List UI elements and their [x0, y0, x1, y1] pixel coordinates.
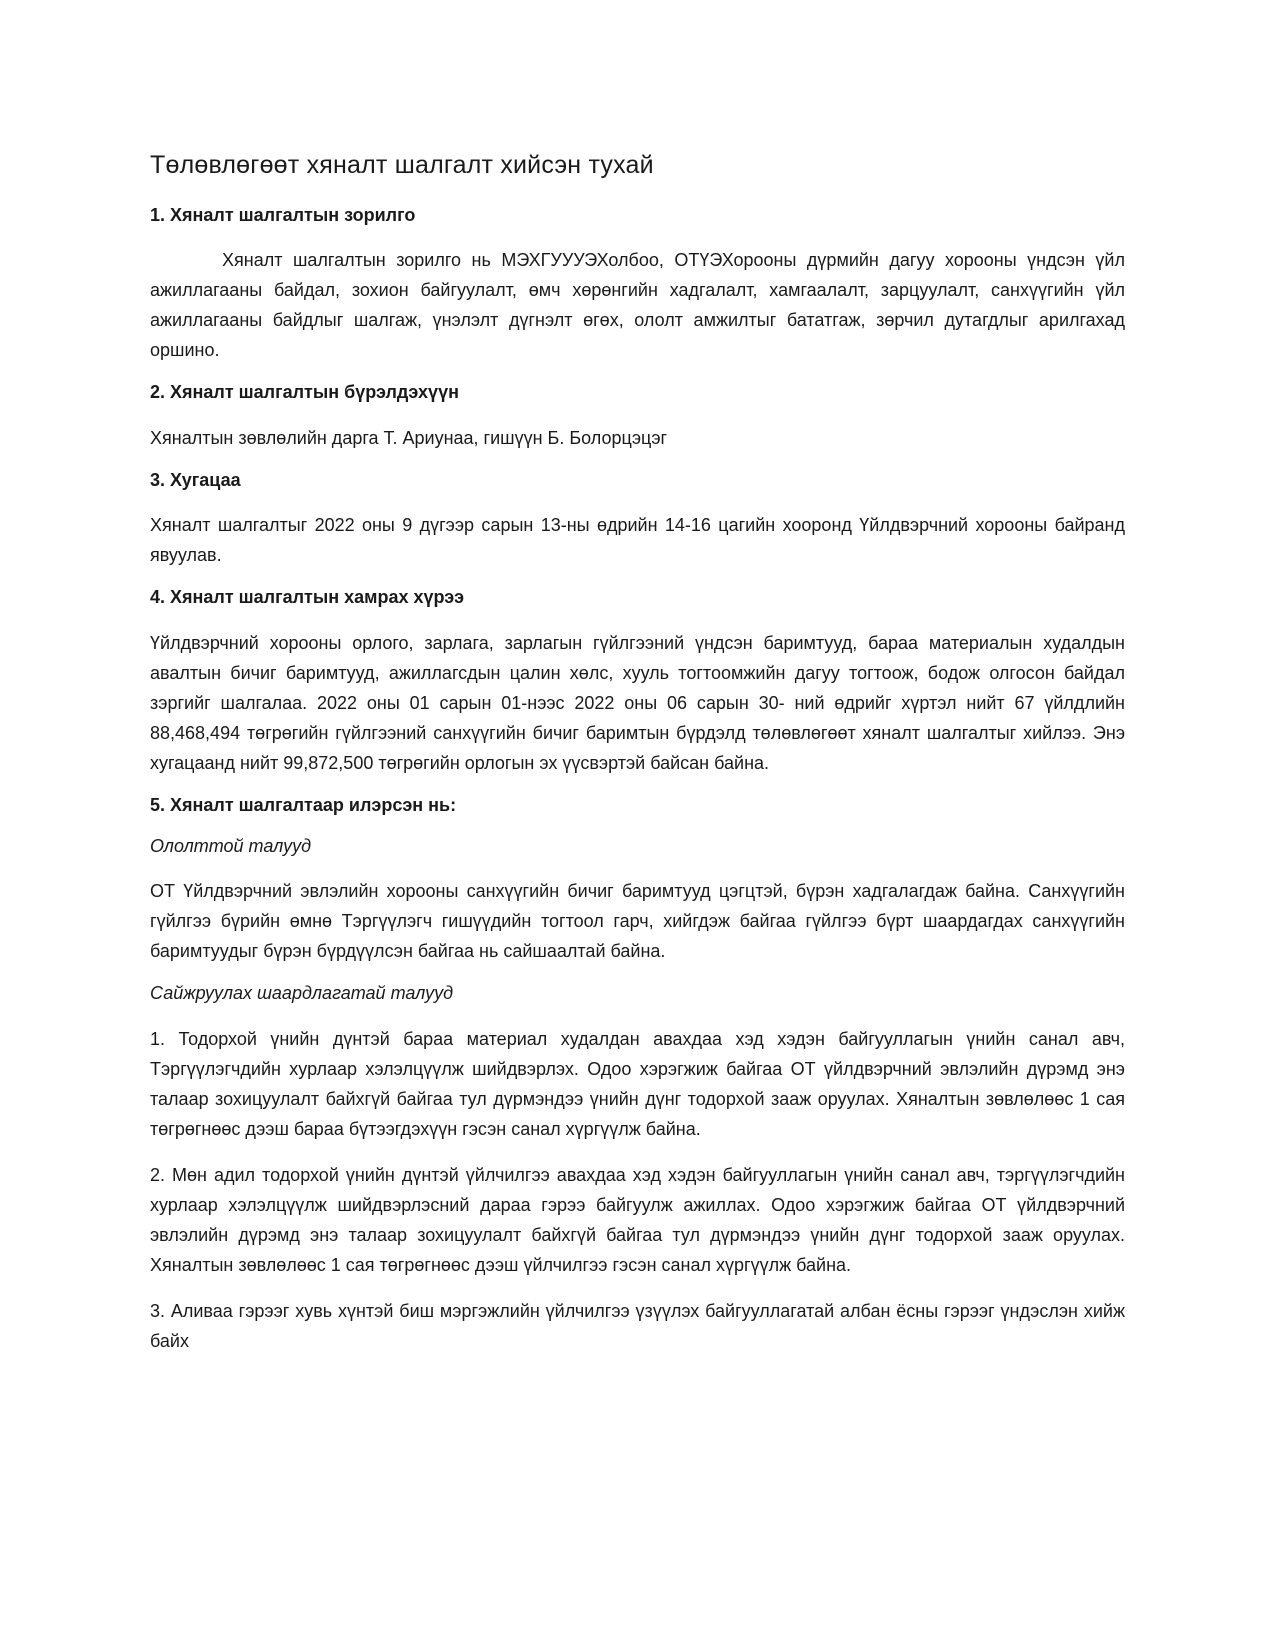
document-title: Төлөвлөгөөт хяналт шалгалт хийсэн тухай — [150, 151, 654, 179]
section-2-text: Хяналтын зөвлөлийн дарга Т. Ариунаа, гишүүн Б. Болорцэцэг — [150, 427, 668, 448]
section-5-heading: 5. Хяналт шалгалтаар илэрсэн нь: — [150, 794, 457, 815]
improvements-heading: Сайжруулах шаардлагатай талууд — [150, 983, 454, 1004]
strengths-heading: Ололттой талууд — [150, 835, 312, 856]
strengths-text: ОТ Үйлдвэрчний эвлэлийн хорооны санхүүгийн бичиг баримтууд цэгцтэй, бүрэн хадгалагдаж байна. Санхүүгийн гүйлгээ бүрийн өмнө Тэргүүлэгч гишүүдийн тогтоол гарч, хийгдэж байгаа гүйлгээ бүрт шаардагдах санхүүгийн баримтуудыг бүрэн бүрдүүлсэн байгаа нь сайшаалтай байна. — [150, 881, 1125, 962]
section-1-heading: 1. Хяналт шалгалтын зорилго — [150, 205, 416, 225]
section-3-heading: 3. Хугацаа — [150, 469, 241, 490]
improvement-item-1: 1. Тодорхой үнийн дүнтэй бараа материал худалдан авахдаа хэд хэдэн байгууллагын үнийн санал авч, Тэргүүлэгчдийн хурлаар хэлэлцүүлж шийдвэрлэх. Одоо хэрэгжиж байгаа ОТ үйлдвэрчний эвлэлийн дүрэмд энэ талаар зохицуулалт байхгүй байгаа тул дүрмэндээ үнийн дүнг тодорхой зааж оруулах. Хяналтын зөвлөлөөс 1 сая төгрөгнөөс дээш бараа бүтээгдэхүүн гэсэн санал хүргүүлж байна. — [150, 1028, 1125, 1139]
section-4-text: Үйлдвэрчний хорооны орлого, зарлага, зарлагын гүйлгээний үндсэн баримтууд, бараа материалын худалдын авалтын бичиг баримтууд, ажиллагсдын цалин хөлс, хууль тогтоомжийн дагуу тогтоож, бодож олгосон байдал зэргийг шалгалаа. 2022 оны 01 сарын 01-нээс 2022 оны 06 сарын 30- ний өдрийг хүртэл нийт 67 үйлдлийн 88,468,494 төгрөгийн гүйлгээний санхүүгийн бичиг баримтын бүрдэлд төлөвлөгөөт хяналт шалгалтыг хийлээ. Энэ хугацаанд нийт 99,872,500 төгрөгийн орлогын эх үүсвэртэй байсан байна. — [150, 632, 1125, 773]
section-3-text: Хяналт шалгалтыг 2022 оны 9 дүгээр сарын 13-ны өдрийн 14-16 цагийн хооронд Үйлдвэрчний хорооны байранд явуулав. — [150, 515, 1125, 566]
improvement-item-2: 2. Мөн адил тодорхой үнийн дүнтэй үйлчилгээ авахдаа хэд хэдэн байгууллагын үнийн санал авч, тэргүүлэгчдийн хурлаар хэлэлцүүлж шийдвэрлэсний дараа гэрээ байгуулж ажиллах. Одоо хэрэгжиж байгаа ОТ үйлдвэрчний эвлэлийн дүрэмд энэ талаар зохицуулалт байхгүй байгаа тул дүрмэндээ үнийн дүнг тодорхой зааж оруулах. Хяналтын зөвлөлөөс 1 сая төгрөгнөөс дээш үйлчилгээ гэсэн санал хүргүүлж байна. — [150, 1164, 1125, 1275]
document-page — [150, 140, 1125, 1372]
section-1-text: Хяналт шалгалтын зорилго нь МЭХГУУУЭХолбоо, ОТҮЭХорооны дүрмийн дагуу хорооны үндсэн үйл ажиллагааны байдал, зохион байгуулалт, өмч хөрөнгийн хадгалалт, хамгаалалт, зарцуулалт, санхүүгийн үйл ажиллагааны байдлыг шалгаж, үнэлэлт дүгнэлт өгөх, ололт амжилтыг бататгаж, зөрчил дутагдлыг арилгахад оршино. — [150, 250, 1125, 361]
improvement-item-3: 3. Аливаа гэрээг хувь хүнтэй биш мэргэжлийн үйлчилгээ үзүүлэх байгууллагатай албан ёсны гэрээг үндэслэн хийж байх — [150, 1300, 1125, 1351]
section-2-heading: 2. Хяналт шалгалтын бүрэлдэхүүн — [150, 382, 459, 403]
section-4-heading: 4. Хяналт шалгалтын хамрах хүрээ — [150, 587, 465, 608]
